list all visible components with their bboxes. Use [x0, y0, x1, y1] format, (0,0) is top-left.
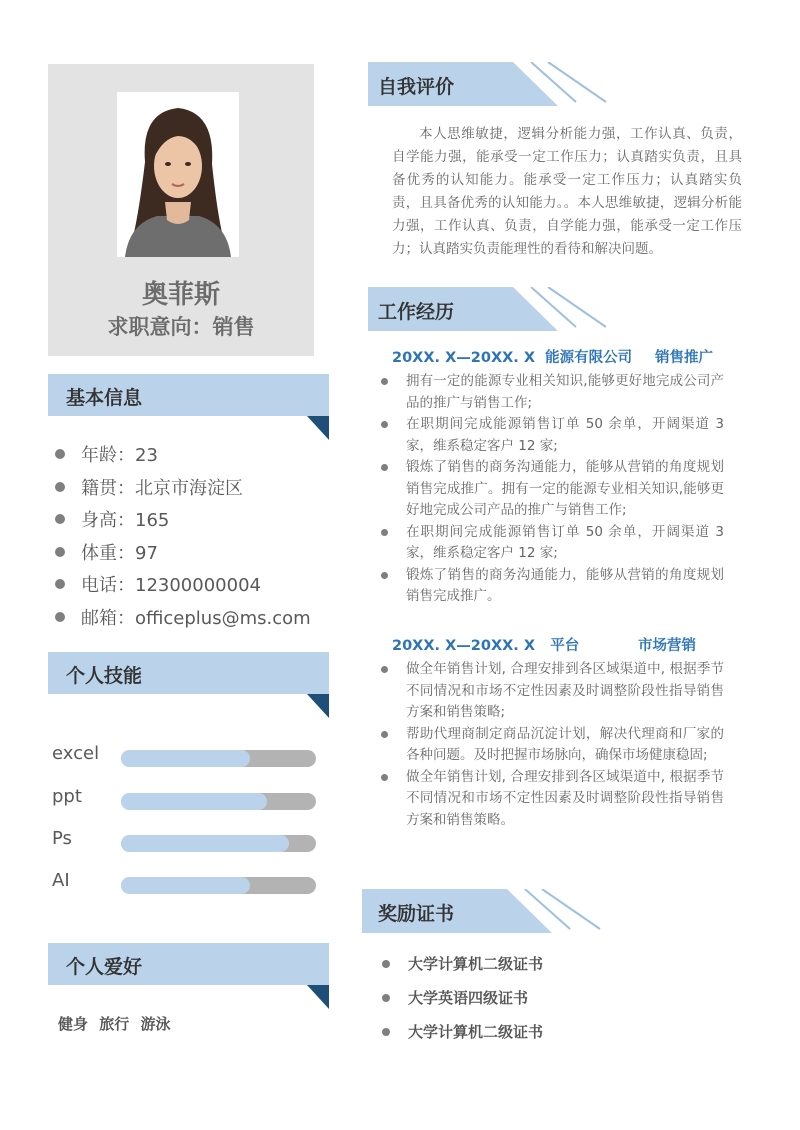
skill-ai	[52, 870, 316, 894]
basic-info-title: 基本信息	[66, 387, 143, 409]
skill-bar-fill	[121, 750, 250, 767]
hobbies-title: 个人爱好	[66, 956, 143, 978]
info-phone: 电话：12300000004	[55, 568, 311, 601]
job-1-bullets	[378, 371, 724, 608]
candidate-name: 奥菲斯	[141, 280, 220, 310]
list-item: 大学计算机二级证书	[380, 1021, 543, 1055]
skill-excel	[52, 743, 316, 767]
info-email: 邮箱：officeplus@ms.com	[55, 601, 311, 634]
job-1-period-company: 20XX. X—20XX. X 能源有限公司	[392, 350, 633, 366]
skill-bar-track	[121, 750, 316, 767]
skill-ps	[52, 828, 316, 852]
skill-bar-track	[121, 793, 316, 810]
job-intent: 求职意向：销售	[107, 315, 255, 339]
bullet-dot	[381, 666, 388, 673]
self-eval-title: 自我评价	[378, 76, 455, 98]
portrait-image	[117, 92, 239, 257]
hobbies-header	[48, 943, 329, 985]
skill-label: ppt	[52, 786, 82, 807]
list-item: 拥有一定的能源专业相关知识,能够更好地完成公司产品的推广与销售工作;	[378, 371, 724, 414]
skill-ppt	[52, 786, 316, 810]
job-2-role: 市场营销	[638, 638, 696, 654]
list-item: 在职期间完成能源销售订单 50 余单，开阔渠道 3 家，维系稳定客户 12 家;	[378, 522, 724, 565]
awards-list	[380, 953, 543, 1055]
awards-title: 奖励证书	[378, 903, 455, 925]
awards-header	[362, 889, 607, 933]
skill-label: AI	[52, 870, 70, 891]
bullet-dot	[55, 449, 65, 459]
bullet-dot	[381, 378, 388, 385]
job-2-bullets	[378, 659, 724, 831]
bullet-dot	[381, 774, 388, 781]
bullet-dot	[381, 464, 388, 471]
skill-bar-fill	[121, 835, 289, 852]
profile-photo	[117, 92, 239, 257]
skill-bar-track	[121, 835, 316, 852]
self-eval-header	[368, 62, 613, 106]
bullet-dot	[55, 579, 65, 589]
list-item: 做全年销售计划, 合理安排到各区域渠道中, 根据季节不同情况和市场不定性因素及时调整阶段性指导销售方案和销售策略;	[378, 659, 724, 724]
job-1-role: 销售推广	[655, 350, 713, 366]
skill-label: excel	[52, 743, 100, 764]
skill-bar-track	[121, 877, 316, 894]
info-age: 年龄：23	[55, 438, 311, 471]
bullet-dot	[55, 514, 65, 524]
list-item: 锻炼了销售的商务沟通能力，能够从营销的角度规划销售完成推广。	[378, 565, 724, 608]
skill-bar-fill	[121, 793, 267, 810]
bullet-dot	[381, 421, 388, 428]
job-2-period-company: 20XX. X—20XX. X 平台	[392, 638, 580, 654]
list-item: 大学计算机二级证书	[380, 953, 543, 987]
experience-header	[368, 287, 613, 331]
self-eval-text: 本人思维敏捷，逻辑分析能力强，工作认真、负责，自学能力强，能承受一定工作压力；认真踏实负责，且具备优秀的认知能力。能承受一定工作压力；认真踏实负责，且具备优秀的认知能力。。本人思维敏捷，逻辑分析能力强，工作认真、负责，自学能力强，能承受一定工作压力；认真踏实负责能理性的看待和解决问题。	[392, 126, 742, 257]
bullet-dot	[55, 547, 65, 557]
bullet-dot	[381, 572, 388, 579]
experience-title: 工作经历	[378, 301, 455, 323]
skills-header	[48, 652, 329, 694]
bullet-dot	[382, 960, 390, 968]
corner-fold-decoration	[307, 416, 329, 440]
corner-fold-decoration	[307, 985, 329, 1009]
list-item: 帮助代理商制定商品沉淀计划，解决代理商和厂家的各种问题。及时把握市场脉向，确保市场健康稳固;	[378, 724, 724, 767]
info-height: 身高：165	[55, 503, 311, 536]
bullet-dot	[381, 529, 388, 536]
bullet-dot	[381, 731, 388, 738]
bullet-dot	[55, 482, 65, 492]
list-item: 锻炼了销售的商务沟通能力，能够从营销的角度规划销售完成推广。拥有一定的能源专业相关知识,能够更好地完成公司产品的推广与销售工作;	[378, 457, 724, 522]
profile-card	[48, 64, 314, 356]
info-hometown: 籍贯：北京市海淀区	[55, 471, 311, 504]
list-item: 在职期间完成能源销售订单 50 余单，开阔渠道 3 家，维系稳定客户 12 家;	[378, 414, 724, 457]
basic-info-header	[48, 374, 329, 416]
corner-fold-decoration	[307, 694, 329, 718]
bullet-dot	[55, 612, 65, 622]
list-item: 大学英语四级证书	[380, 987, 543, 1021]
list-item: 做全年销售计划, 合理安排到各区域渠道中, 根据季节不同情况和市场不定性因素及时调整阶段性指导销售方案和销售策略。	[378, 767, 724, 832]
skills-title: 个人技能	[66, 665, 143, 687]
skill-label: Ps	[52, 828, 72, 849]
basic-info-list	[55, 438, 311, 633]
hobbies-text: 健身 旅行 游泳	[58, 1015, 171, 1033]
info-weight: 体重：97	[55, 536, 311, 569]
skill-bar-fill	[121, 877, 250, 894]
bullet-dot	[382, 1028, 390, 1036]
bullet-dot	[382, 994, 390, 1002]
